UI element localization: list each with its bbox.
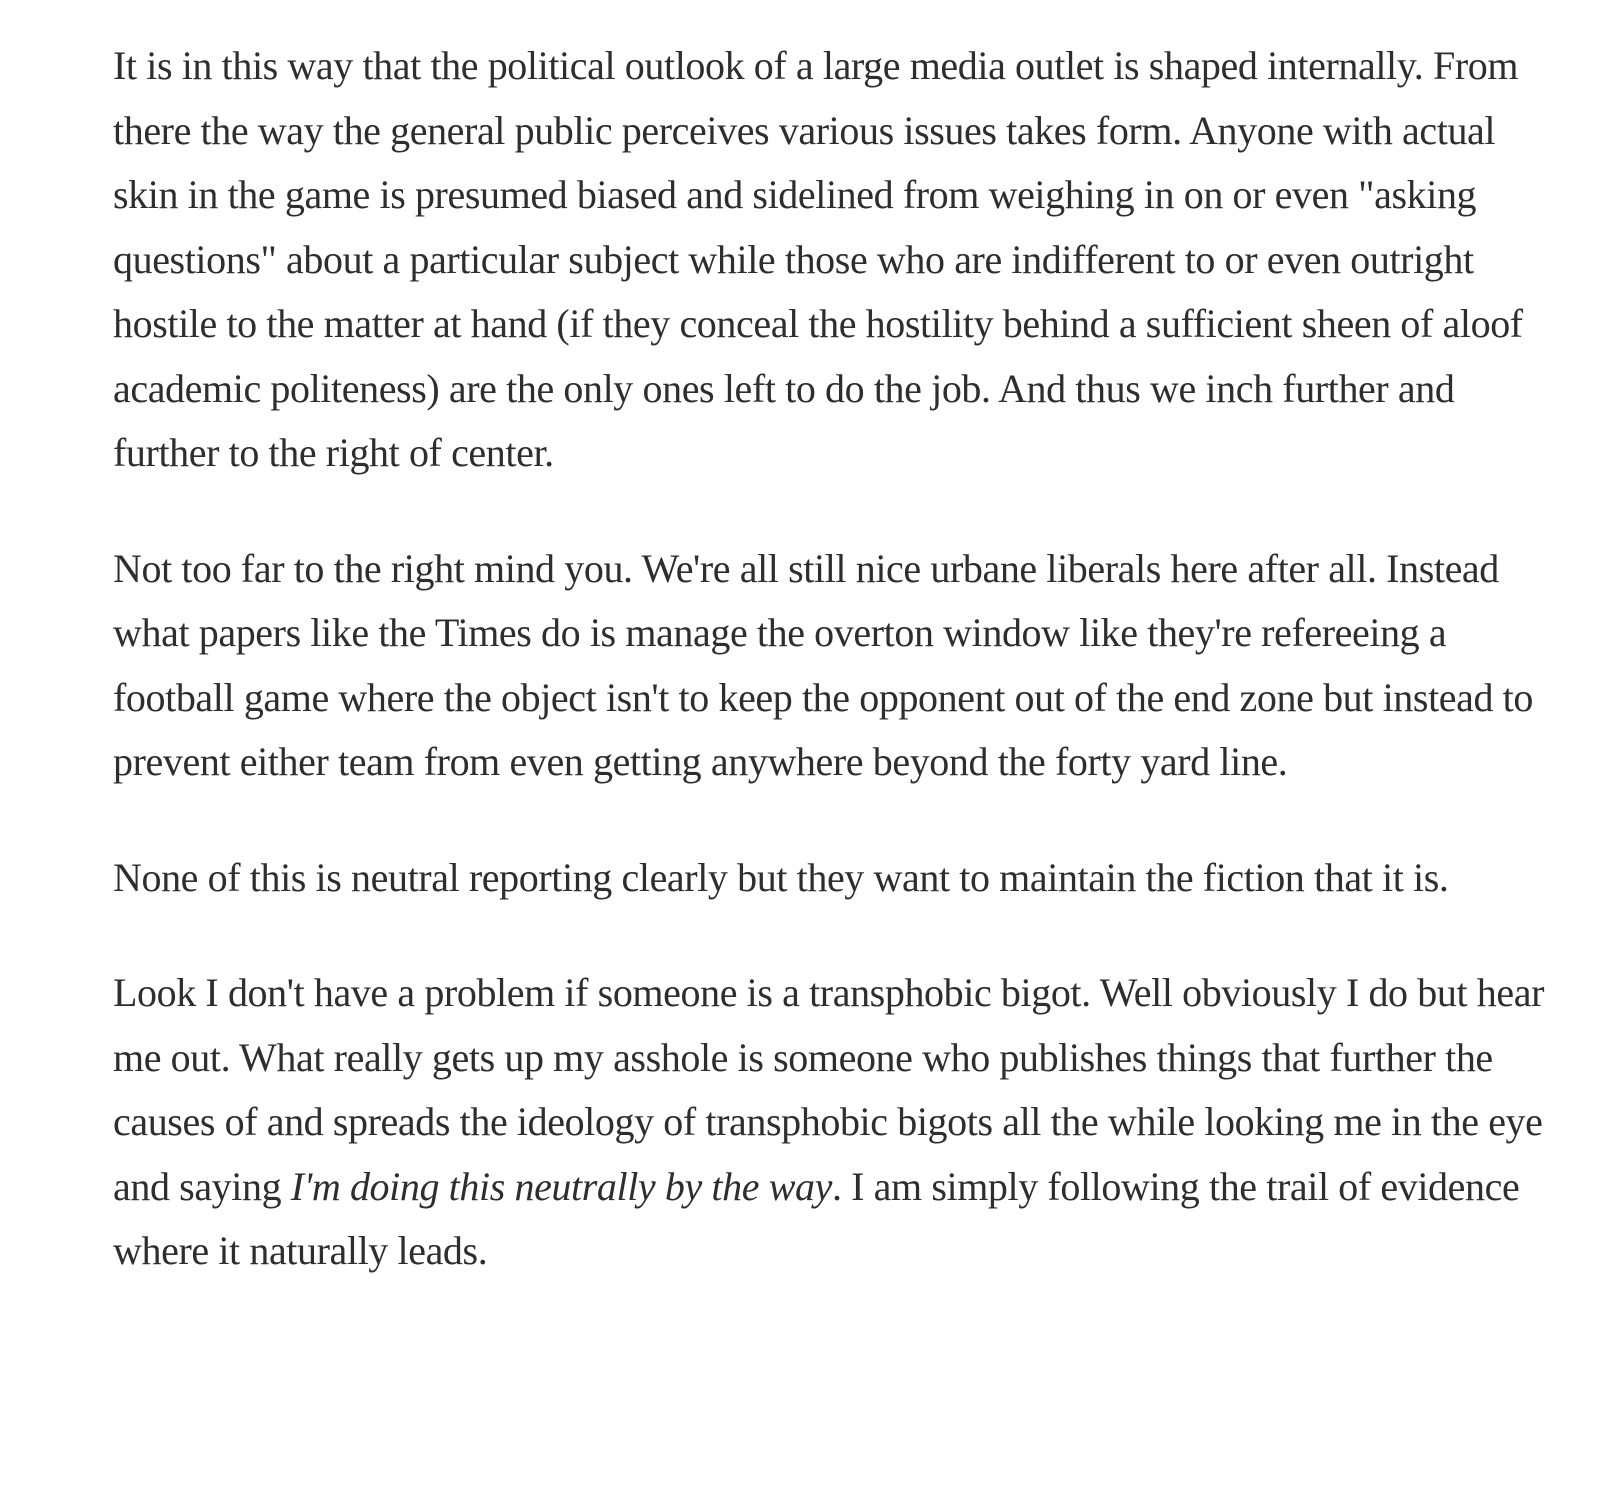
text-segment: None of this is neutral reporting clearly but they want to maintain the fiction that it is.: [113, 854, 1449, 900]
article-body: [113, 34, 1560, 1284]
paragraph: [113, 961, 1560, 1284]
text-segment: . I am simply following the trail of evidence where it naturally leads.: [113, 1163, 1520, 1273]
text-segment: Not too far to the right mind you. We're all still nice urbane liberals here after all. Instead what papers like the Times do is manage the overton window like they're refereeing a football game where the object isn't to keep the opponent out of the end zone but instead to prevent either team from even getting anywhere beyond the forty yard line.: [113, 545, 1533, 784]
text-segment: Look I don't have a problem if someone is a transphobic bigot. Well obviously I do but hear me out. What really gets up my asshole is someone who publishes things that further the causes of and spreads the ideology of transphobic bigots all the while looking me in the eye and saying: [113, 970, 1545, 1209]
text-segment: It is in this way that the political outlook of a large media outlet is shaped internally. From there the way the general public perceives various issues takes form. Anyone with actual skin in the game is presumed biased and sidelined from weighing in on or even "asking questions" about a particular subject while those who are indifferent to or even outright hostile to the matter at hand (if they conceal the hostility behind a sufficient sheen of aloof academic politeness) are the only ones left to do the job. And thus we inch further and further to the right of center.: [113, 43, 1523, 475]
paragraph: [113, 34, 1560, 486]
text-segment-italic: I'm doing this neutrally by the way: [290, 1163, 832, 1209]
paragraph: [113, 537, 1560, 795]
paragraph: [113, 846, 1560, 911]
